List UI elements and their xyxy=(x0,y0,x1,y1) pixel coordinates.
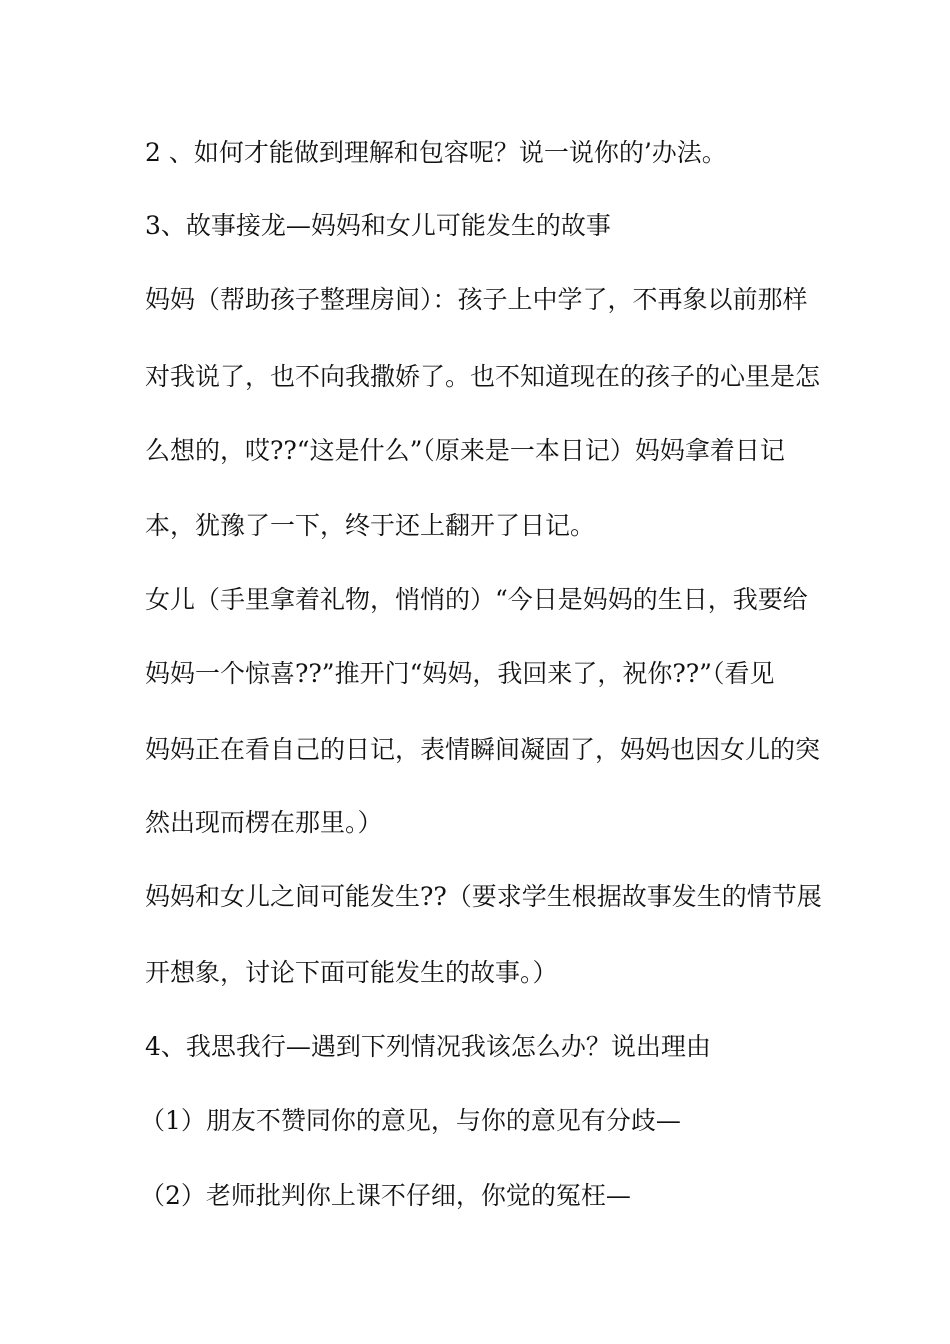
paragraph-line: 女儿（手里拿着礼物，悄悄的）“今日是妈妈的生日，我要给 xyxy=(145,585,808,614)
list-item: （2）老师批判你上课不仔细，你觉的冤枉— xyxy=(140,1181,631,1210)
list-item: （1）朋友不赞同你的意见，与你的意见有分歧— xyxy=(140,1106,681,1135)
section-3-heading: 3、故事接龙—妈妈和女儿可能发生的故事 xyxy=(145,211,611,240)
paragraph-line: 妈妈（帮助孩子整理房间）：孩子上中学了，不再象以前那样 xyxy=(145,285,808,314)
paragraph-line: 对我说了，也不向我撒娇了。也不知道现在的孩子的心里是怎 xyxy=(145,362,821,391)
paragraph-line: 然出现而楞在那里。） xyxy=(145,808,383,837)
paragraph-line: 妈妈和女儿之间可能发生??（要求学生根据故事发生的情节展 xyxy=(145,882,822,911)
paragraph-line: 妈妈一个惊喜??”推开门“妈妈，我回来了，祝你??”（看见 xyxy=(145,659,775,688)
paragraph-line: 本，犹豫了一下，终于还上翻开了日记。 xyxy=(145,511,596,540)
paragraph-line: 开想象，讨论下面可能发生的故事。） xyxy=(145,958,558,987)
paragraph-line: 妈妈正在看自己的日记，表情瞬间凝固了，妈妈也因女儿的突 xyxy=(145,735,821,764)
section-4-heading: 4、我思我行—遇到下列情况我该怎么办？说出理由 xyxy=(145,1032,711,1061)
paragraph-line: 么想的，哎??“这是什么”（原来是一本日记）妈妈拿着日记 xyxy=(145,436,785,465)
question-2-text: 2 、如何才能做到理解和包容呢？说一说你的’办法。 xyxy=(145,138,727,167)
